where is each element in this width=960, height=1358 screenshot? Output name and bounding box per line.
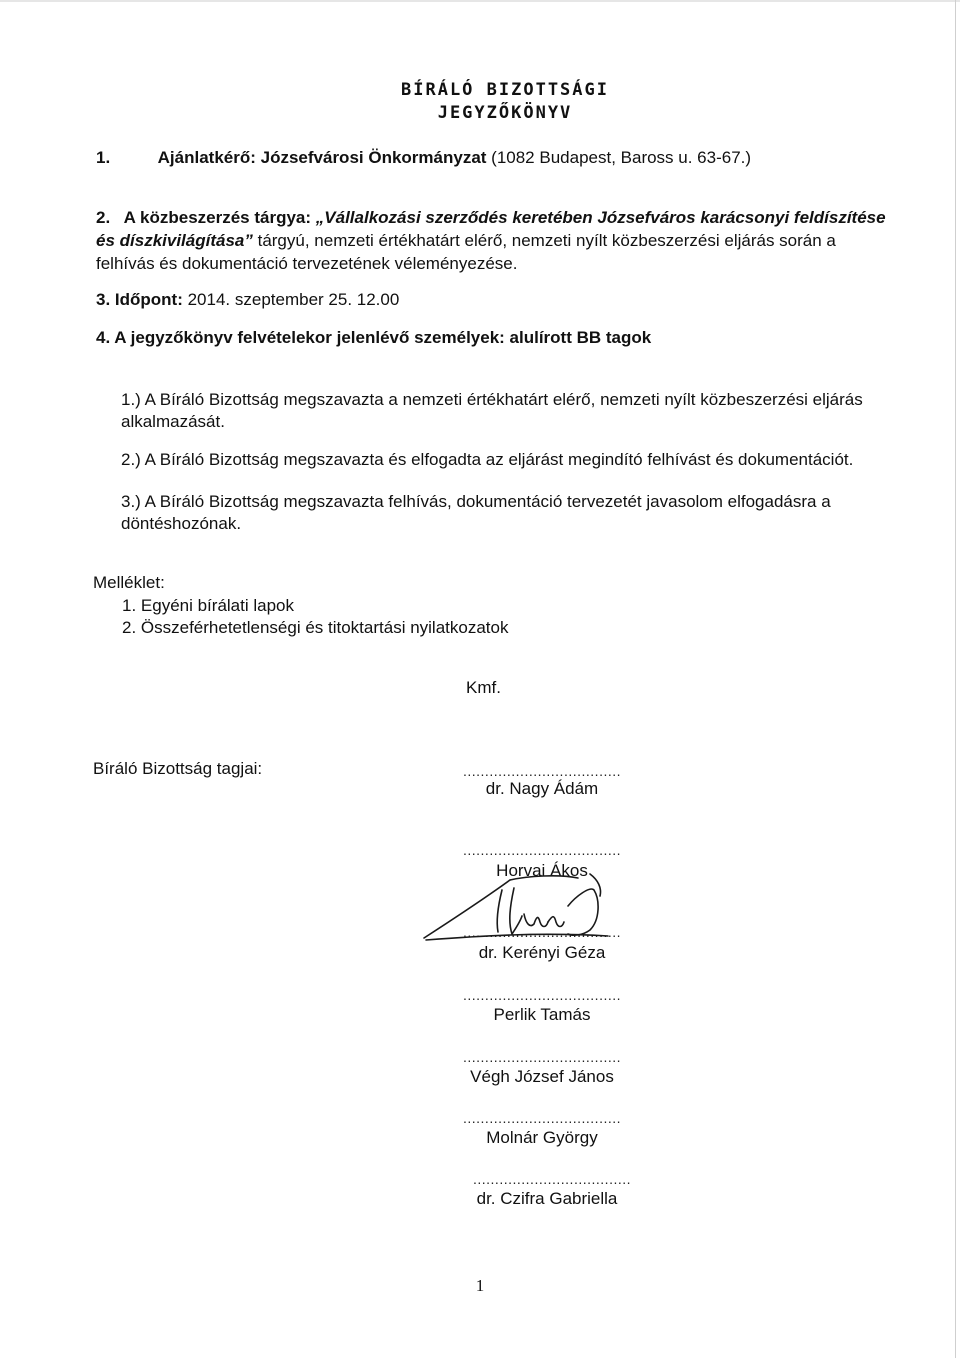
member-6: Molnár György	[486, 1128, 598, 1147]
decision-2: 2.) A Bíráló Bizottság megszavazta és elfogadta az eljárást megindító felhívást és dokumentációt.	[121, 450, 854, 469]
item1	[96, 147, 751, 169]
item2-subject: „Vállalkozási szerződés keretében Józsefváros karácsonyi feldíszítése és díszkivilágítása”	[96, 208, 886, 250]
item1-label: Ajánlatkérő: Józsefvárosi Önkormányzat	[157, 148, 487, 167]
attachment-item-2: 2. Összeférhetetlenségi és titoktartási nyilatkozatok	[122, 618, 509, 637]
signature-line-7: ....................................	[472, 1171, 632, 1187]
signature-line-4: ....................................	[462, 987, 622, 1003]
document-title-line1: BÍRÁLÓ BIZOTTSÁGI	[401, 80, 609, 100]
item1-text: (1082 Budapest, Baross u. 63-67.)	[486, 148, 752, 167]
item2-text: tárgyú, nemzeti értékhatárt elérő, nemzeti nyílt közbeszerzési eljárás során a felhívás és dokumentáció tervezetének véleményezése.	[96, 231, 836, 273]
item2-number: 2.	[96, 208, 111, 227]
member-4: Perlik Tamás	[493, 1005, 591, 1024]
member-1: dr. Nagy Ádám	[485, 779, 599, 798]
decision-1: 1.) A Bíráló Bizottság megszavazta a nemzeti értékhatárt elérő, nemzeti nyílt közbeszerzési eljárás alkalmazását.	[121, 390, 863, 431]
item2-label: A közbeszerzés tárgya:	[123, 208, 316, 227]
item3-label: 3. Időpont:	[96, 290, 183, 309]
item3	[96, 289, 399, 311]
signature-line-3: ....................................	[462, 924, 622, 940]
item2	[96, 206, 886, 275]
scan-right-edge	[955, 0, 956, 1358]
attachments-heading: Melléklet:	[93, 573, 165, 592]
members-label: Bíráló Bizottság tagjai:	[93, 759, 263, 778]
item1-number: 1.	[96, 148, 111, 167]
scan-top-edge	[0, 0, 960, 2]
member-3: dr. Kerényi Géza	[478, 943, 606, 962]
item4-label: 4. A jegyzőkönyv felvételekor jelenlévő személyek: alulírott BB tagok	[96, 328, 652, 347]
signature-line-2: ....................................	[462, 842, 622, 858]
member-5: Végh József János	[470, 1067, 614, 1086]
page-number: 1	[475, 1276, 485, 1295]
kmf-label: Kmf.	[466, 678, 501, 697]
signature-line-5: ....................................	[462, 1049, 622, 1065]
signature-line-6: ....................................	[462, 1110, 622, 1126]
signature-line-1: ....................................	[462, 763, 622, 779]
member-2: Horvai Ákos	[496, 861, 588, 880]
item3-value: 2014. szeptember 25. 12.00	[182, 290, 400, 309]
handwritten-signature	[418, 866, 628, 946]
member-7: dr. Czifra Gabriella	[476, 1189, 618, 1208]
attachment-item-1: 1. Egyéni bírálati lapok	[122, 596, 294, 615]
decision-3: 3.) A Bíráló Bizottság megszavazta felhívás, dokumentáció tervezetét javasolom elfogadásra a döntéshozónak.	[121, 492, 831, 533]
document-title-line2: JEGYZŐKÖNYV	[437, 103, 573, 123]
